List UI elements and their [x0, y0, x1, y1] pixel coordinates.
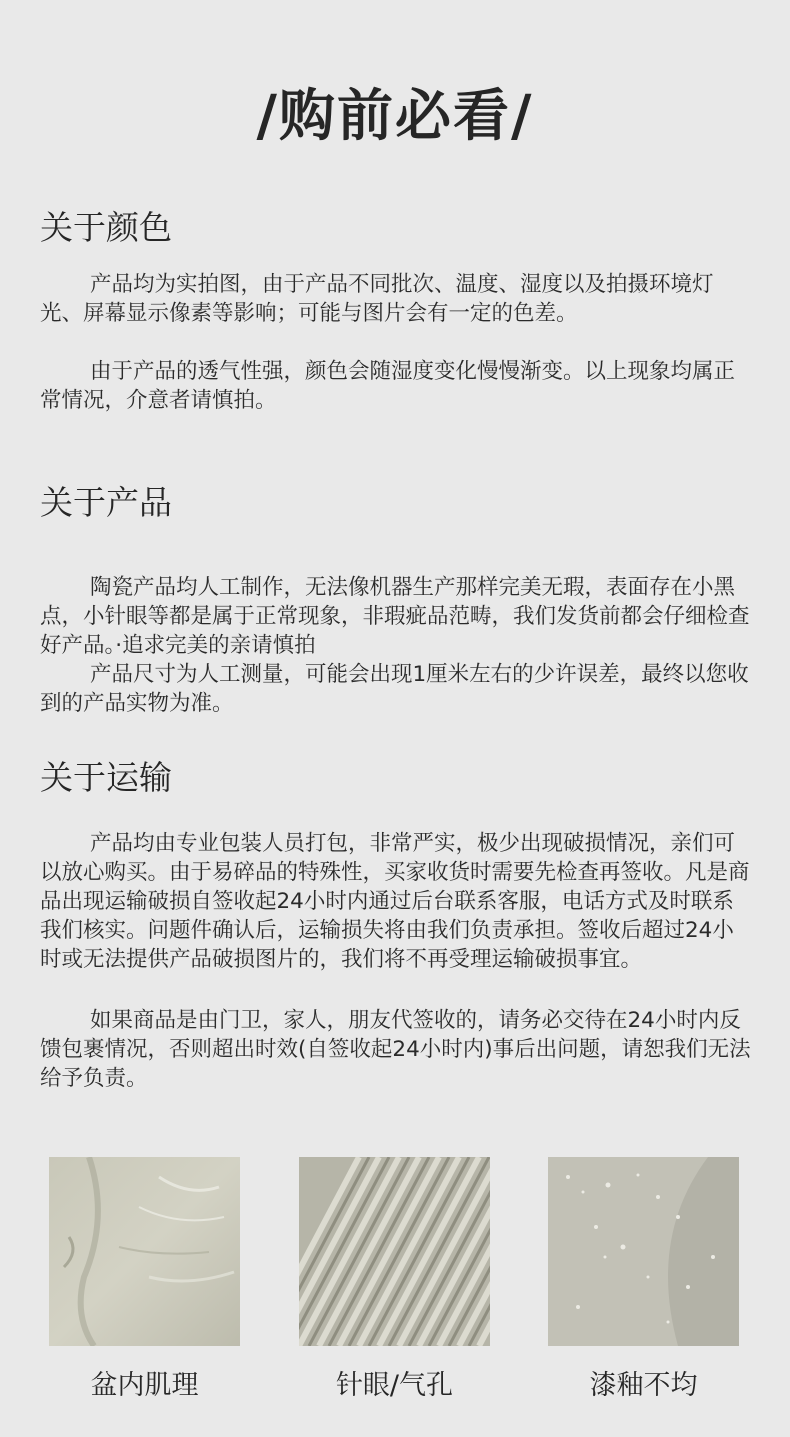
section-heading-shipping: 关于运输: [40, 758, 172, 797]
paragraph-product-1: 陶瓷产品均人工制作，无法像机器生产那样完美无瑕，表面存在小黑点，小针眼等都是属于正常现象，非瑕疵品范畴，我们发货前都会仔细检查好产品。·追求完美的亲请慎拍: [40, 575, 750, 658]
paragraph-shipping-1: 产品均由专业包装人员打包，非常严实，极少出现破损情况，亲们可以放心购买。由于易碎品的特殊性，买家收货时需要先检查再签收。凡是商品出现运输破损自签收起24小时内通过后台联系客服，电话方式及时联系我们核实。问题件确认后，运输损失将由我们负责承担。签收后超过24小时或无法提供产品破损图片的，我们将不再受理运输破损事宜。: [40, 831, 750, 972]
paragraph-product-2: 产品尺寸为人工测量，可能会出现1厘米左右的少许误差，最终以您收到的产品实物为准。: [40, 662, 749, 716]
paragraph-color-1: 产品均为实拍图，由于产品不同批次、温度、湿度以及拍摄环境灯光、屏幕显示像素等影响；可能与图片会有一定的色差。: [40, 272, 714, 326]
texture-image-basin: [49, 1157, 240, 1346]
texture-image-pinholes: [299, 1157, 490, 1346]
caption-glaze: 漆釉不均: [589, 1370, 698, 1401]
page-title: /购前必看/: [256, 84, 534, 149]
section-heading-color: 关于颜色: [40, 208, 172, 247]
caption-pinholes: 针眼/气孔: [335, 1370, 454, 1401]
section-heading-product: 关于产品: [40, 483, 172, 522]
texture-image-glaze: [548, 1157, 739, 1346]
caption-basin: 盆内肌理: [90, 1370, 199, 1401]
paragraph-color-2: 由于产品的透气性强，颜色会随湿度变化慢慢渐变。以上现象均属正常情况，介意者请慎拍。: [40, 359, 736, 413]
paragraph-shipping-2: 如果商品是由门卫，家人，朋友代签收的，请务必交待在24小时内反馈包裹情况，否则超出时效(自签收起24小时内)事后出问题，请恕我们无法给予负责。: [40, 1008, 751, 1091]
